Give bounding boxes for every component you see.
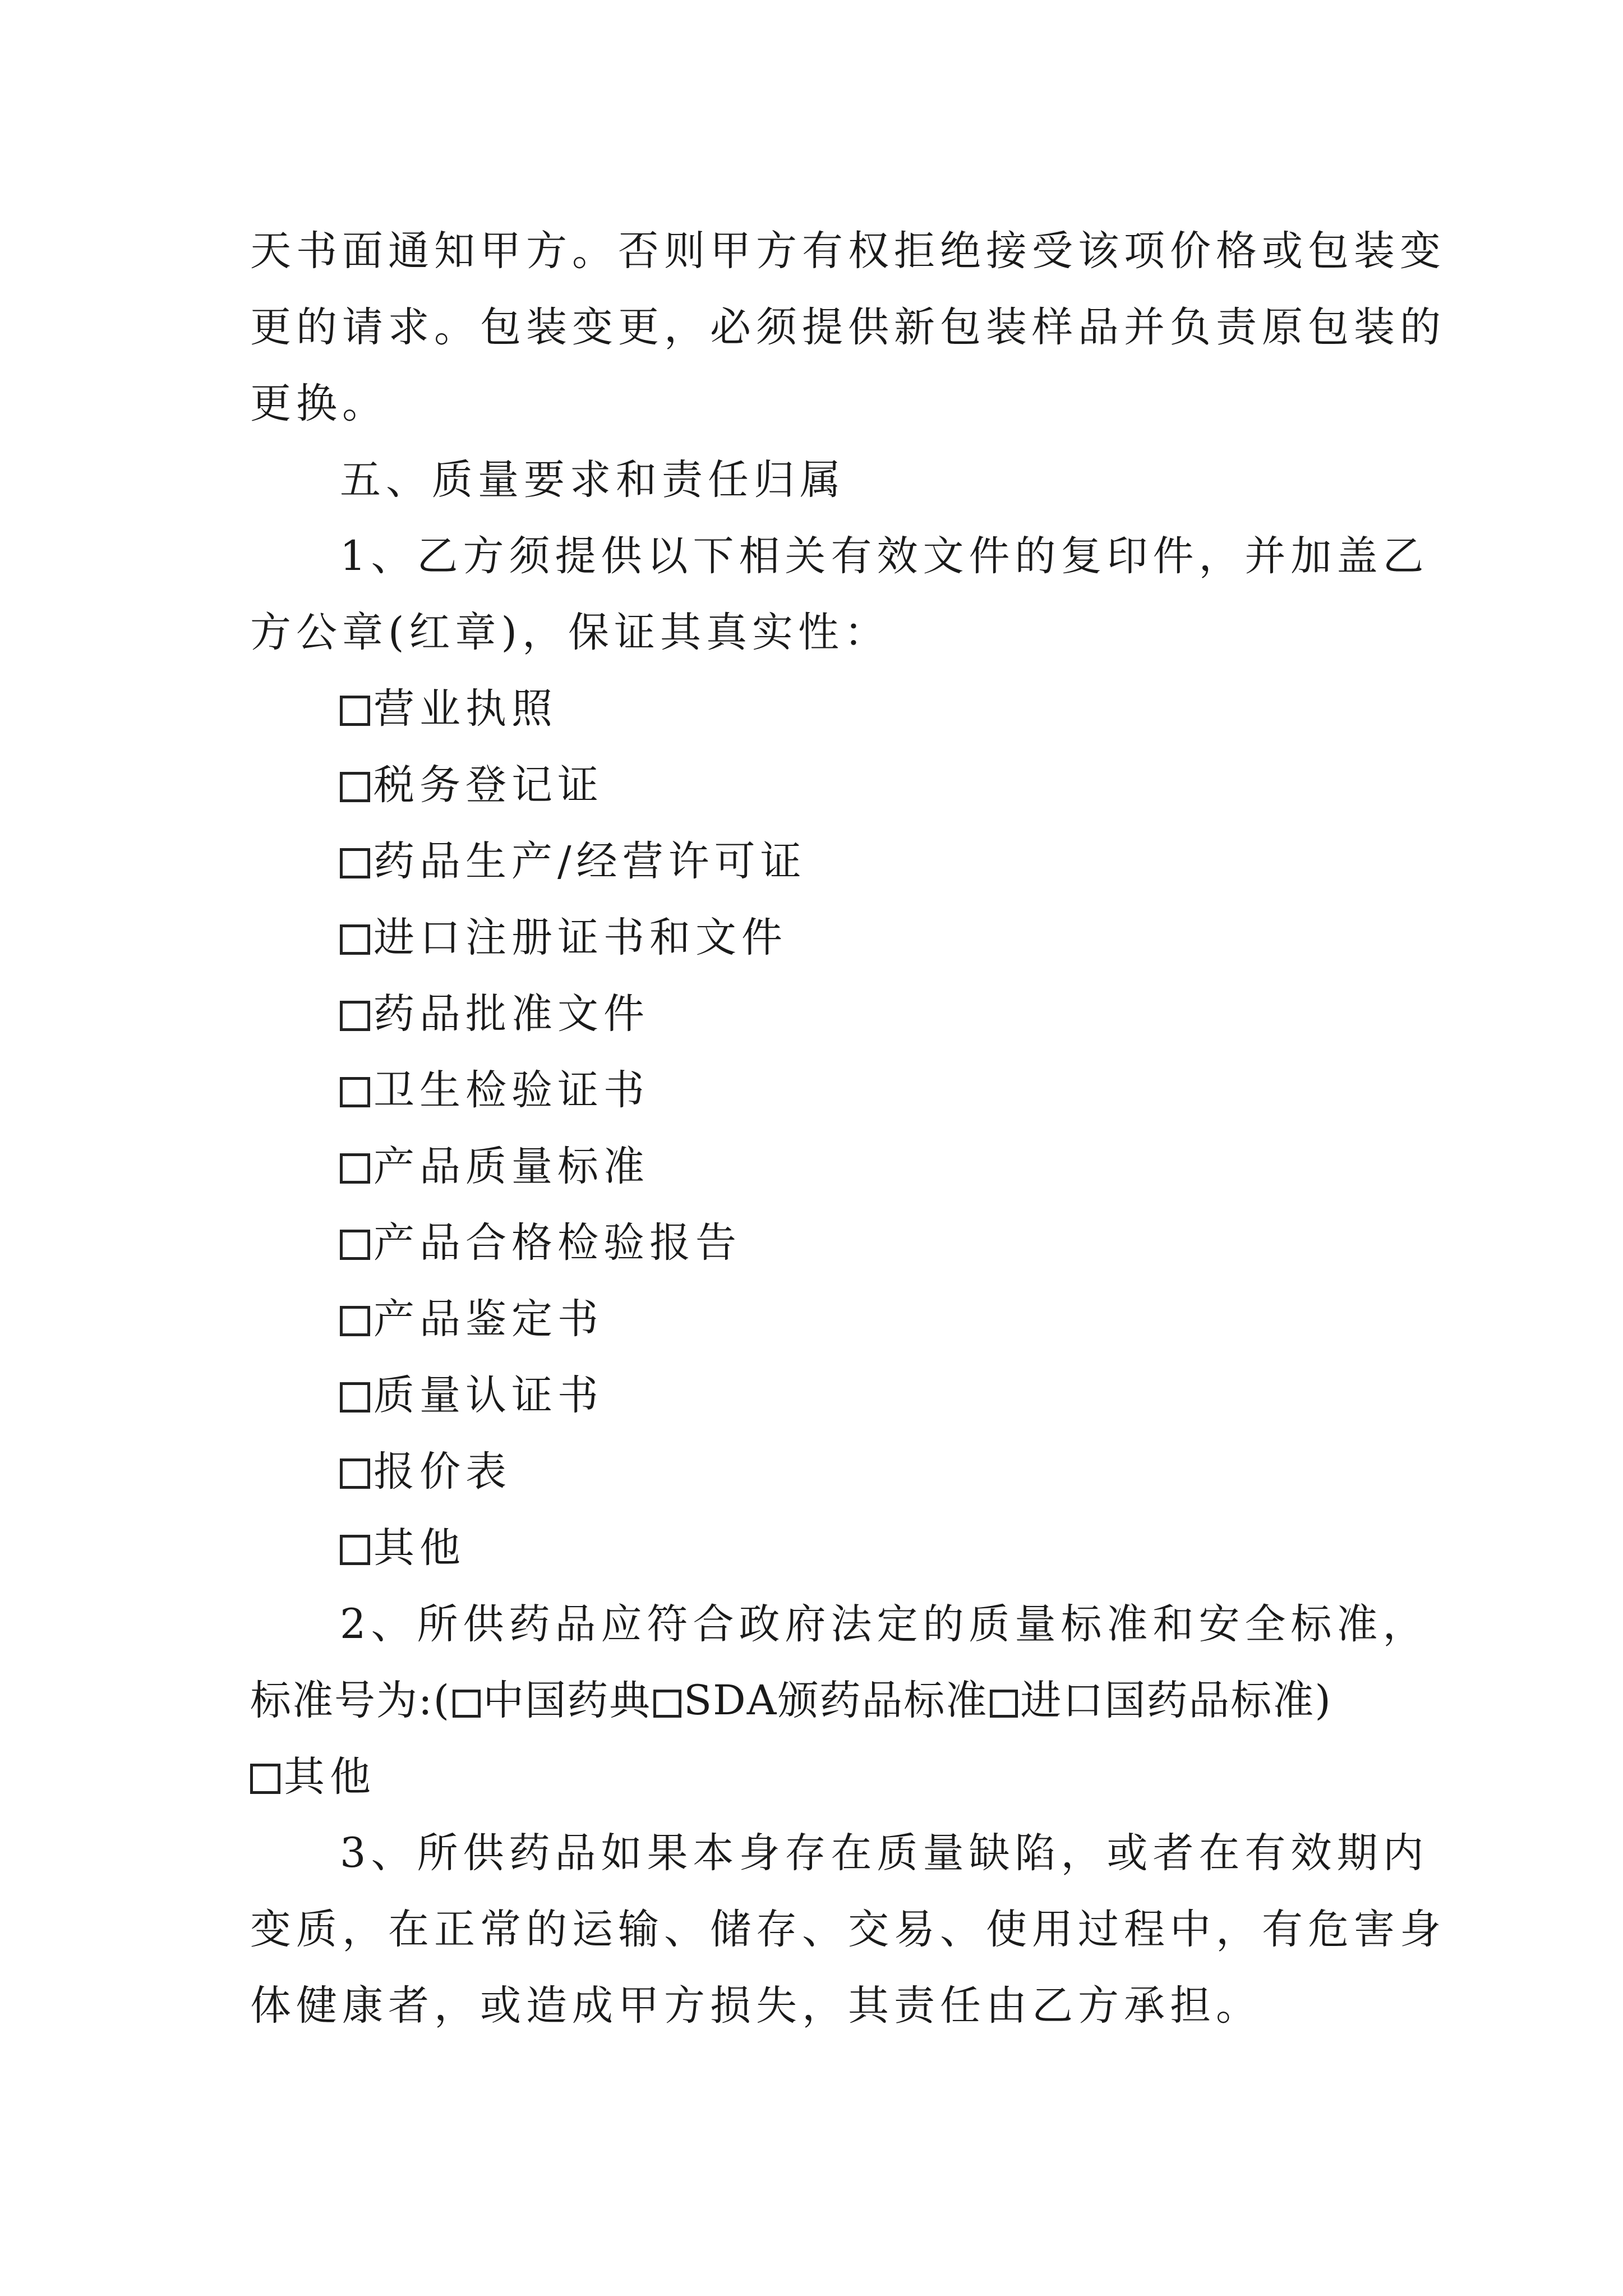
item2-standard-line — [250, 1663, 1394, 1739]
item3-line: 3、所供药品如果本身存在质量缺陷，或者在有效期内 — [340, 1829, 1429, 1877]
standard-other-label: 其他 — [284, 1753, 376, 1801]
checkbox-icon[interactable] — [340, 1001, 370, 1031]
item3-line: 变质，在正常的运输、储存、交易、使用过程中，有危害身 — [250, 1906, 1446, 1953]
checkbox-icon[interactable] — [340, 1077, 370, 1107]
standard-suffix: ) — [1315, 1677, 1332, 1724]
checkbox-icon[interactable] — [990, 1690, 1018, 1718]
checkbox-icon[interactable] — [340, 1230, 370, 1260]
checklist-label: 产品合格检验报告 — [374, 1219, 741, 1267]
checklist-label: 药品批准文件 — [374, 990, 649, 1038]
checkbox-icon[interactable] — [453, 1690, 481, 1718]
checklist-label: 卫生检验证书 — [374, 1066, 649, 1114]
item3-line: 体健康者，或造成甲方损失，其责任由乙方承担。 — [250, 1982, 1262, 2030]
checklist-label: 产品鉴定书 — [374, 1295, 603, 1343]
checklist-item — [250, 747, 1394, 823]
checklist-item — [250, 1205, 1394, 1281]
standard-prefix: 标准号为:( — [250, 1677, 451, 1724]
item1-line: 1、乙方须提供以下相关有效文件的复印件，并加盖乙 — [340, 532, 1429, 580]
checkbox-icon[interactable] — [340, 772, 370, 802]
checkbox-icon[interactable] — [340, 1458, 370, 1489]
checklist-item — [250, 1510, 1394, 1586]
paragraph-line: 天书面通知甲方。否则甲方有权拒绝接受该项价格或包装变 — [250, 227, 1446, 275]
checklist-label: 药品生产/经营许可证 — [374, 838, 806, 885]
section-title: 五、质量要求和责任归属 — [340, 456, 846, 504]
checklist-item — [250, 1052, 1394, 1129]
checklist-label: 报价表 — [374, 1448, 511, 1496]
checklist-label: 营业执照 — [374, 685, 557, 733]
checklist-item — [250, 976, 1394, 1052]
checkbox-icon[interactable] — [250, 1764, 280, 1794]
checkbox-icon[interactable] — [340, 848, 370, 878]
document-page — [250, 213, 1446, 2044]
checklist-label: 进口注册证书和文件 — [374, 914, 787, 961]
checkbox-icon[interactable] — [340, 1153, 370, 1184]
checklist-item — [250, 1358, 1394, 1434]
checklist-item — [250, 671, 1394, 747]
standard-option: 中国药典 — [483, 1677, 652, 1724]
checklist-item — [250, 900, 1394, 976]
checklist-label: 产品质量标准 — [374, 1143, 649, 1190]
standard-option: SDA颁药品标准 — [684, 1677, 988, 1724]
item2-other-line — [250, 1739, 1394, 1815]
checklist-item — [250, 823, 1394, 900]
checklist-label: 税务登记证 — [374, 761, 603, 809]
checkbox-icon[interactable] — [340, 1382, 370, 1412]
checkbox-icon[interactable] — [340, 1535, 370, 1565]
item1-line: 方公章(红章)，保证其真实性： — [250, 609, 890, 656]
checkbox-icon[interactable] — [340, 1306, 370, 1336]
checklist-item — [250, 1129, 1394, 1205]
checkbox-icon[interactable] — [653, 1690, 681, 1718]
checkbox-icon[interactable] — [340, 696, 370, 726]
checklist-label: 其他 — [374, 1524, 465, 1572]
item2-line: 2、所供药品应符合政府法定的质量标准和安全标准， — [340, 1600, 1429, 1648]
paragraph-line: 更换。 — [250, 380, 388, 427]
standard-option: 进口国药品标准 — [1020, 1677, 1315, 1724]
paragraph-line: 更的请求。包装变更，必须提供新包装样品并负责原包装的 — [250, 303, 1446, 351]
checklist-item — [250, 1281, 1394, 1358]
checkbox-icon[interactable] — [340, 924, 370, 955]
checklist-label: 质量认证书 — [374, 1372, 603, 1419]
checklist-item — [250, 1434, 1394, 1510]
